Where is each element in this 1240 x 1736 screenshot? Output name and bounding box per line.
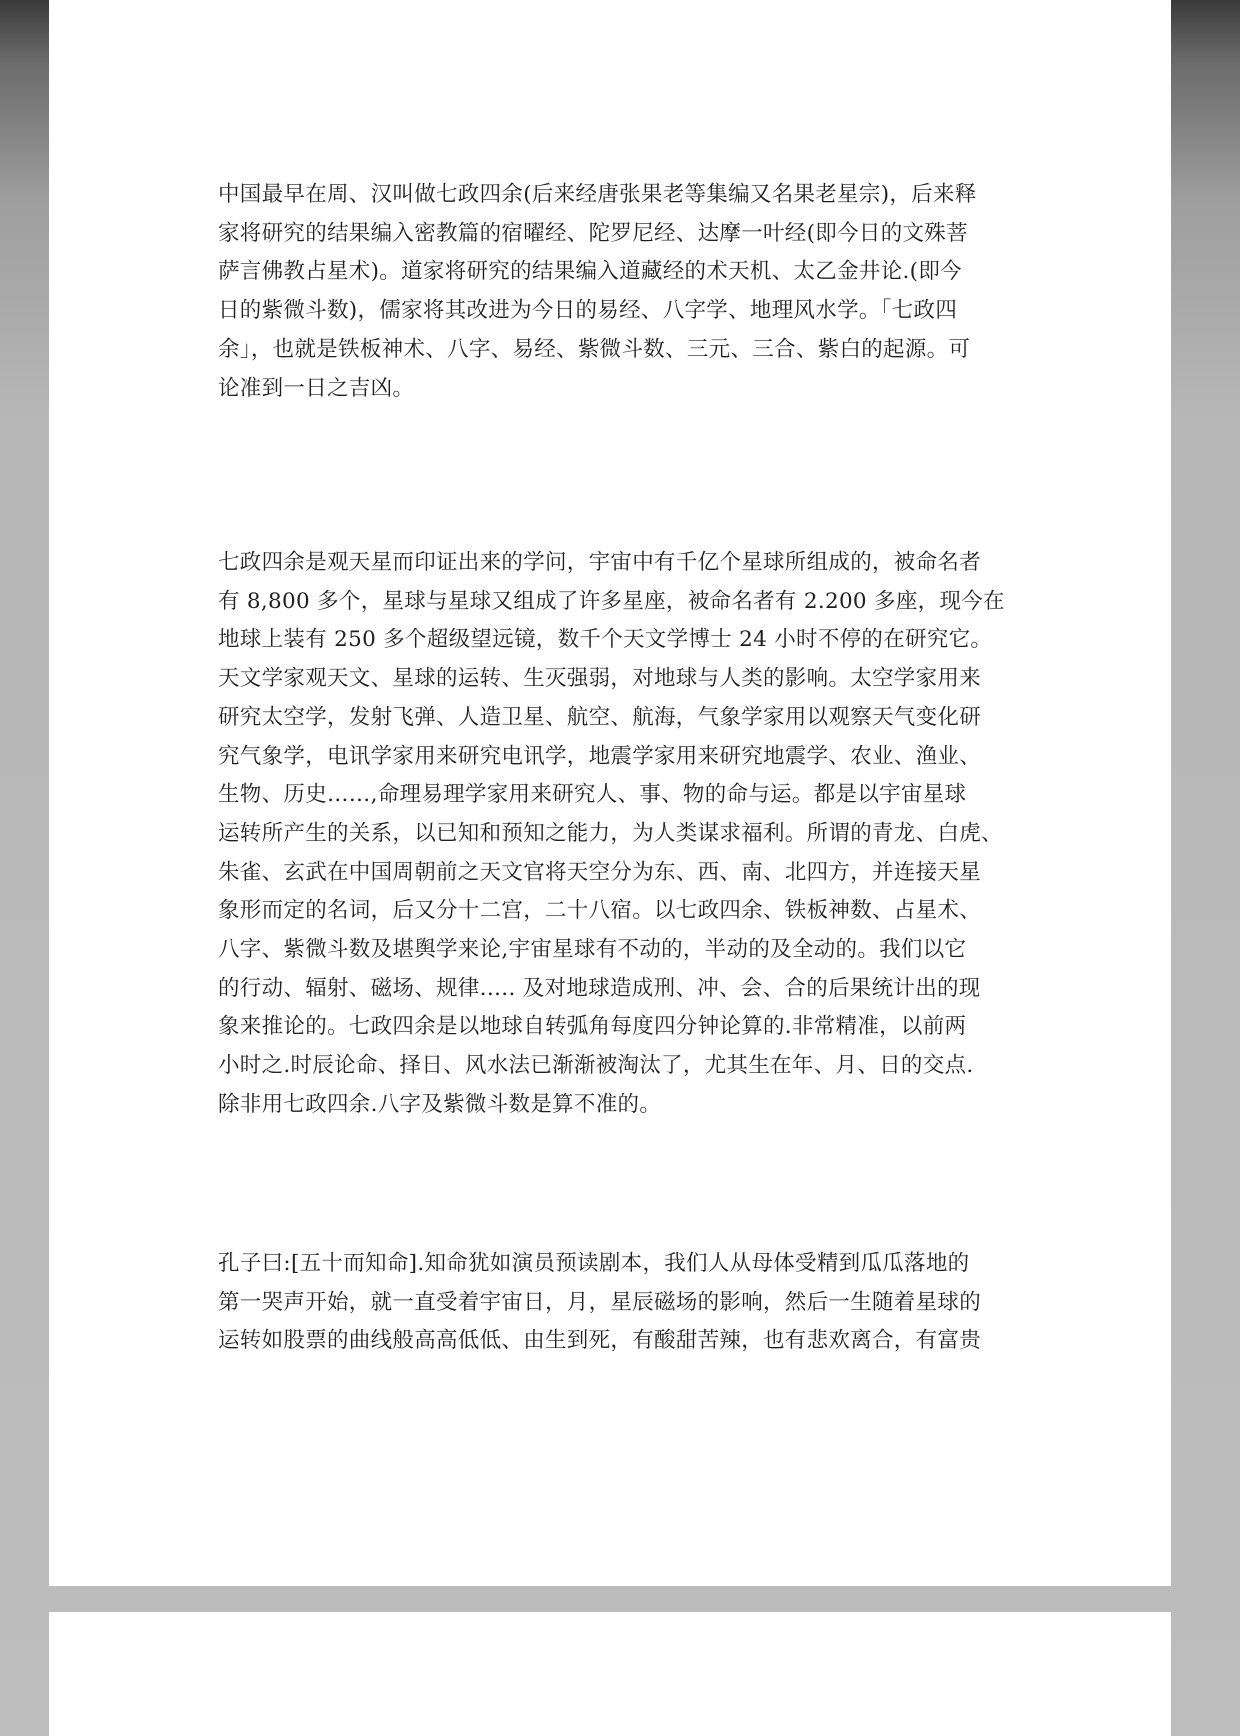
text-line: 象来推论的。七政四余是以地球自转弧角每度四分钟论算的.非常精准，以前两	[218, 1014, 967, 1040]
text-line: 小时之.时辰论命、择日、风水法已渐渐被淘汰了，尤其生在年、月、日的交点.	[218, 1053, 974, 1079]
paragraph-1	[218, 176, 1078, 408]
text-line: 天文学家观天文、星球的运转、生灭强弱，对地球与人类的影响。太空学家用来	[218, 666, 982, 692]
text-line: 运转所产生的关系，以已知和预知之能力，为人类谋求福利。所谓的青龙、白虎、	[218, 820, 1003, 846]
text-line: 朱雀、玄武在中国周朝前之天文官将天空分为东、西、南、北四方，并连接天星	[218, 859, 982, 885]
text-line: 八字、紫微斗数及堪舆学来论,宇宙星球有不动的，半动的及全动的。我们以它	[218, 937, 967, 963]
document-page-2	[49, 1612, 1171, 1736]
text-line: 中国最早在周、汉叫做七政四余(后来经唐张果老等集编又名果老星宗)，后来释	[218, 182, 977, 207]
text-line: 除非用七政四余.八字及紫微斗数是算不准的。	[218, 1091, 662, 1117]
document-page-1	[49, 0, 1171, 1586]
text-line: 运转如股票的曲线般高高低低、由生到死，有酸甜苦辣，也有悲欢离合，有富贵	[218, 1328, 982, 1354]
text-line: 家将研究的结果编入密教篇的宿曜经、陀罗尼经、达摩一叶经(即今日的文殊菩	[218, 220, 968, 246]
text-line: 象形而定的名词，后又分十二宫，二十八宿。以七政四余、铁板神数、占星术、	[218, 898, 982, 924]
text-line: 研究太空学，发射飞弹、人造卫星、航空、航海，气象学家用以观察天气变化研	[218, 704, 982, 730]
text-line: 论准到一日之吉凶。	[218, 375, 415, 401]
text-line: 生物、历史……,命理易理学家用来研究人、事、物的命与运。都是以宇宙星球	[218, 782, 967, 808]
paragraph-3	[218, 1245, 1078, 1361]
text-line: 第一哭声开始，就一直受着宇宙日，月，星辰磁场的影响，然后一生随着星球的	[218, 1289, 982, 1315]
text-line: 七政四余是观天星而印证出来的学问，宇宙中有千亿个星球所组成的，被命名者	[218, 550, 982, 575]
text-line: 萨言佛教占星术)。道家将研究的结果编入道藏经的术天机、太乙金井论.(即今	[218, 259, 962, 285]
text-line: 有 8,800 多个，星球与星球又组成了许多星座，被命名者有 2.200 多座，现今在	[218, 588, 1005, 614]
text-line: 的行动、辐射、磁场、规律.…. 及对地球造成刑、冲、会、合的后果统计出的现	[218, 975, 981, 1001]
paragraph-2	[218, 544, 1078, 1125]
text-line: 日的紫微斗数)，儒家将其改进为今日的易经、八字学、地理风水学。「七政四	[218, 298, 958, 324]
text-line: 孔子曰:[五十而知命].知命犹如演员预读剧本，我们人从母体受精到瓜瓜落地的	[218, 1251, 970, 1276]
text-line: 地球上装有 250 多个超级望远镜，数千个天文学博士 24 小时不停的在研究它。	[218, 627, 993, 653]
text-line: 余」，也就是铁板神术、八字、易经、紫微斗数、三元、三合、紫白的起源。可	[218, 336, 971, 362]
text-line: 究气象学，电讯学家用来研究电讯学，地震学家用来研究地震学、农业、渔业、	[218, 743, 982, 769]
